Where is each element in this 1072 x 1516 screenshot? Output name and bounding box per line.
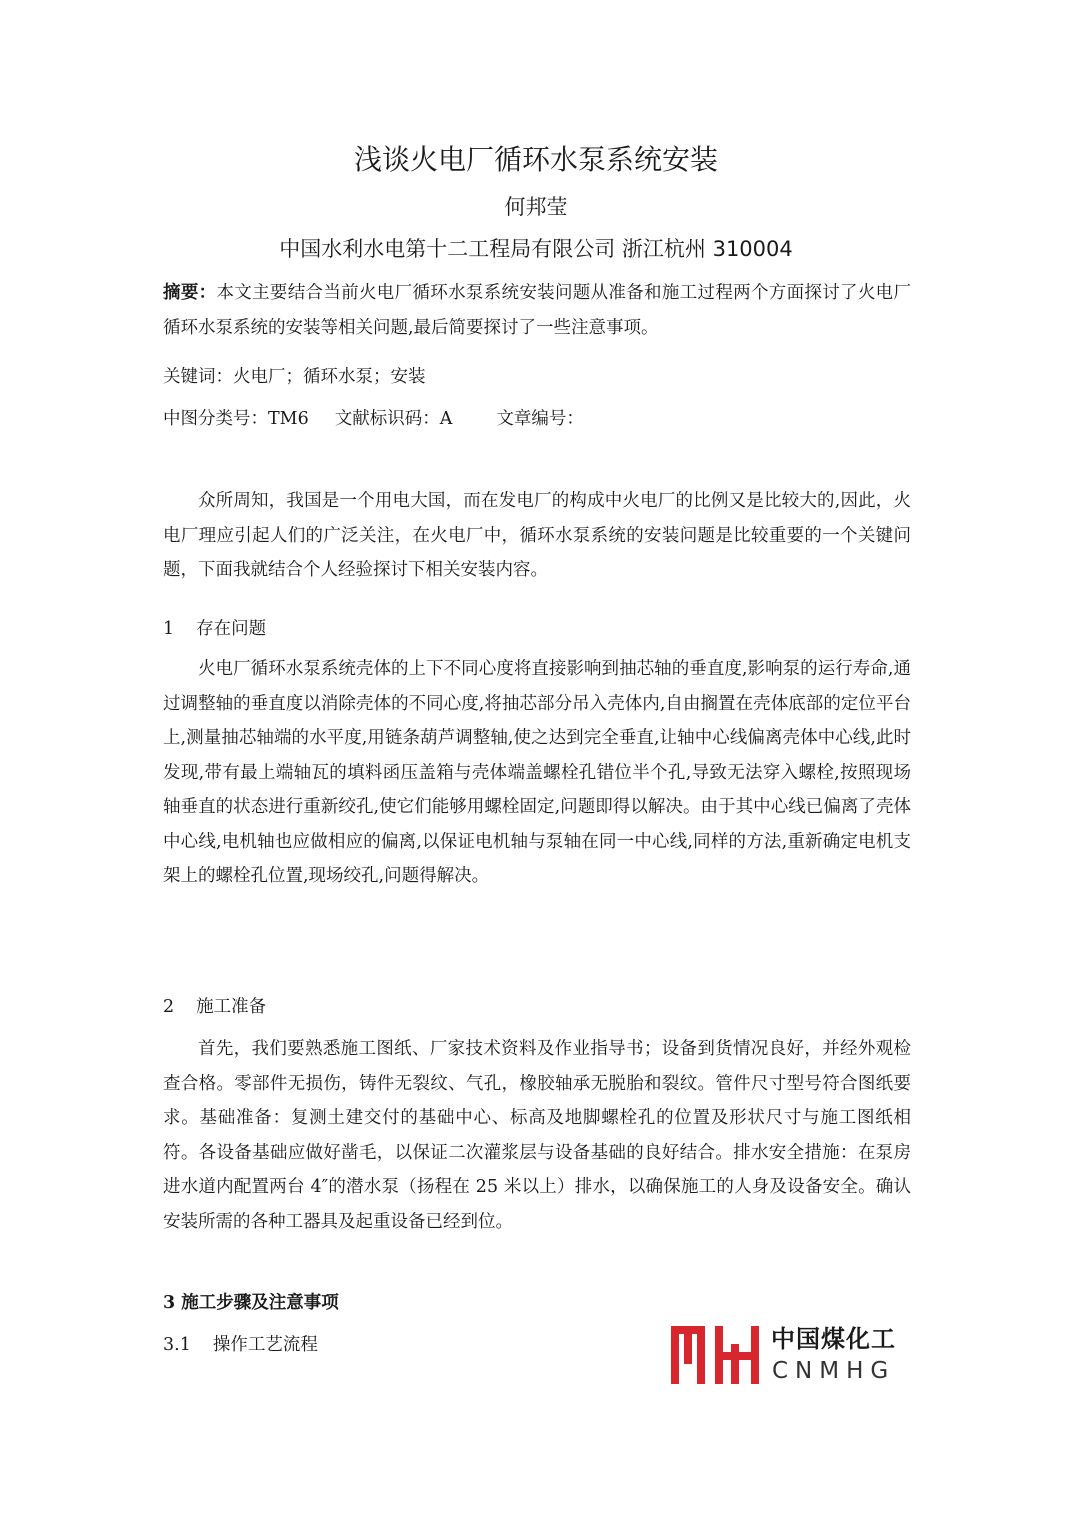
author-name: 何邦莹 (504, 195, 568, 219)
doc-code-label: 文献标识码： (334, 409, 440, 429)
section-1-heading (163, 612, 266, 646)
article-no-label: 文章编号： (496, 409, 584, 429)
section-2-title: 施工准备 (196, 997, 267, 1017)
section-1-paragraph: 火电厂循环水泵系统壳体的上下不同心度将直接影响到抽芯轴的垂直度,影响泵的运行寿命,通过调整轴的垂直度以消除壳体的不同心度,将抽芯部分吊入壳体内,自由搁置在壳体底部的定位平台上,测量抽芯轴端的水平度,用链条葫芦调整轴,使之达到完全垂直,让轴中心线偏离壳体中心线,此时发现,带有最上端轴瓦的填料函压盖箱与壳体端盖螺栓孔错位半个孔,导致无法穿入螺栓,按照现场轴垂直的状态进行重新绞孔,使它们能够用螺栓固定,问题即得以解决。由于其中心线已偏离了壳体中心线,电机轴也应做相应的偏离,以保证电机轴与泵轴在同一中心线,同样的方法,重新确定电机支架上的螺栓孔位置,现场绞孔,问题得解决。 (163, 659, 911, 886)
logo-english-text: CNMHG (772, 1358, 896, 1384)
section-2-paragraph: 首先，我们要熟悉施工图纸、厂家技术资料及作业指导书；设备到货情况良好，并经外观检查合格。零部件无损伤，铸件无裂纹、气孔，橡胶轴承无脱胎和裂纹。管件尺寸型号符合图纸要求。基础准备：复测土建交付的基础中心、标高及地脚螺栓孔的位置及形状尺寸与施工图纸相符。各设备基础应做好凿毛，以保证二次灌浆层与设备基础的良好结合。排水安全措施：在泵房进水道内配置两台 4″的潜水泵（扬程在 25 米以上）排水，以确保施工的人身及设备安全。确认安装所需的各种工器具及起重设备已经到位。 (163, 1039, 911, 1232)
cnmhg-logo (671, 1324, 896, 1388)
section-1-number: 1 (163, 619, 175, 639)
section-2-number: 2 (163, 997, 175, 1017)
paper-title: 浅谈火电厂循环水泵系统安装 (353, 143, 718, 176)
section-3-1-title: 操作工艺流程 (212, 1335, 318, 1355)
keywords-text: 火电厂；循环水泵；安装 (233, 367, 426, 387)
intro-paragraph: 众所周知，我国是一个用电大国，而在发电厂的构成中火电厂的比例又是比较大的,因此，火电厂理应引起人们的广泛关注，在火电厂中，循环水泵系统的安装问题是比较重要的一个关键问题，下面我就结合个人经验探讨下相关安装内容。 (163, 491, 911, 580)
section-3-heading: 3 施工步骤及注意事项 (163, 1293, 339, 1313)
section-3-1-number: 3.1 (163, 1335, 191, 1355)
logo-chinese-text: 中国煤化工 (771, 1325, 896, 1353)
cnmhg-logo-mark (671, 1324, 767, 1388)
classification-line (163, 402, 911, 437)
section-3-1-heading (163, 1328, 318, 1362)
keywords (163, 360, 911, 395)
abstract-text: 本文主要结合当前火电厂循环水泵系统安装问题从准备和施工过程两个方面探讨了火电厂循环水泵系统的安装等相关问题,最后简要探讨了一些注意事项。 (163, 283, 911, 338)
abstract-label: 摘要： (163, 283, 217, 303)
abstract (163, 276, 911, 345)
doc-code-value: A (439, 409, 453, 429)
clc-label: 中图分类号： (163, 409, 268, 429)
affiliation: 中国水利水电第十二工程局有限公司 浙江杭州 310004 (279, 237, 793, 261)
section-2-heading (163, 990, 266, 1024)
keywords-label: 关键词： (163, 367, 233, 387)
clc-value: TM6 (268, 409, 309, 429)
section-1-title: 存在问题 (196, 619, 267, 639)
